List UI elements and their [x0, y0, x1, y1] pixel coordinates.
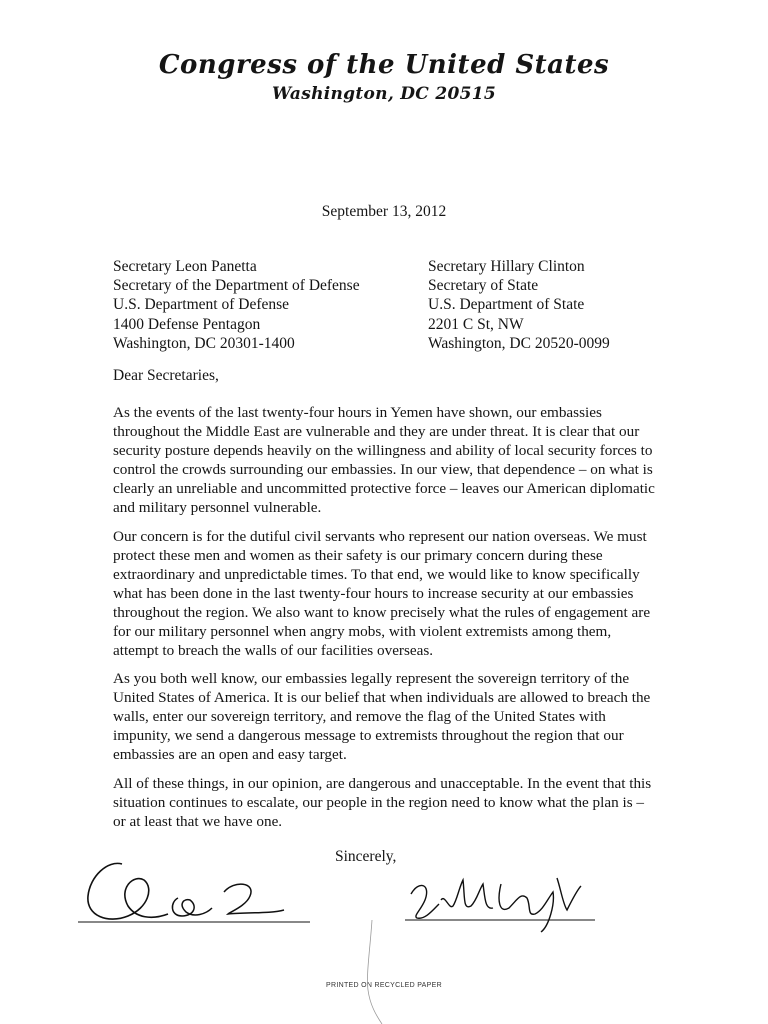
paragraph-line: Our concern is for the dutiful civil servants who represent our nation overseas. We must: [113, 528, 647, 545]
paragraph-line: attempt to breach the walls of our facilities overseas.: [113, 642, 434, 659]
address-line: U.S. Department of State: [428, 296, 585, 314]
address-line: Secretary of State: [428, 277, 539, 295]
address-line: Washington, DC 20520-0099: [428, 334, 610, 352]
closing: Sincerely,: [335, 848, 397, 865]
paragraph-line: and military personnel vulnerable.: [113, 499, 322, 516]
address-line: Secretary Leon Panetta: [113, 258, 257, 275]
paragraph-line: security posture depends heavily on the willingness and ability of local security forces to: [113, 442, 653, 459]
paragraph-line: throughout the Middle East are vulnerable and they are under threat. It is clear that our: [113, 423, 640, 440]
paragraph-line: As you both well know, our embassies legally represent the sovereign territory of the: [113, 670, 630, 687]
address-line: 1400 Defense Pentagon: [113, 315, 261, 333]
paragraph-line: United States of America. It is our belief that when individuals are allowed to breach the: [113, 689, 651, 706]
paragraph-line: embassies are an open and easy target.: [113, 746, 347, 763]
paragraph-line: situation continues to escalate, our people in the region need to know what the plan is –: [113, 794, 645, 811]
paragraph-line: or at least that we have one.: [113, 813, 283, 830]
letter-date: September 13, 2012: [321, 203, 447, 220]
letterhead-title: Congress of the United States: [158, 50, 610, 80]
letterhead-city: Washington, DC 20515: [272, 84, 496, 104]
paragraph-line: throughout the region. We also want to know precisely what the rules of engagement are: [113, 604, 651, 621]
paragraph-line: extraordinary and unpredictable times. To that end, we would like to know specifically: [113, 566, 640, 583]
address-line: 2201 C St, NW: [428, 315, 524, 333]
address-line: Washington, DC 20301-1400: [113, 334, 295, 352]
paragraph-line: control the crowds surrounding our embassies. In our view, that dependence – on what is: [113, 461, 653, 478]
paragraph-line: protect these men and women as their safety is our primary concern during these: [113, 547, 603, 564]
paragraph-line: for our military personnel when angry mobs, with violent extremists among them,: [113, 623, 612, 640]
paragraph-line: All of these things, in our opinion, are dangerous and unacceptable. In the event that this: [113, 775, 652, 792]
address-line: Secretary Hillary Clinton: [428, 258, 585, 275]
paragraph-line: clearly an unreliable and uncommitted protective force – leaves our American diplomatic: [113, 480, 655, 497]
paragraph-line: impunity, we send a dangerous message to extremists throughout the region that our: [113, 727, 624, 744]
paragraph-line: As the events of the last twenty-four hours in Yemen have shown, our embassies: [113, 404, 602, 421]
address-line: Secretary of the Department of Defense: [113, 277, 360, 295]
paragraph-line: what has been done in the last twenty-four hours to increase security at our embassies: [113, 585, 634, 602]
paragraph-line: walls, enter our sovereign territory, and remove the flag of the United States with: [113, 708, 606, 725]
recycled-paper-footer: PRINTED ON RECYCLED PAPER: [326, 982, 442, 989]
address-line: U.S. Department of Defense: [113, 296, 290, 314]
salutation: Dear Secretaries,: [113, 367, 219, 384]
